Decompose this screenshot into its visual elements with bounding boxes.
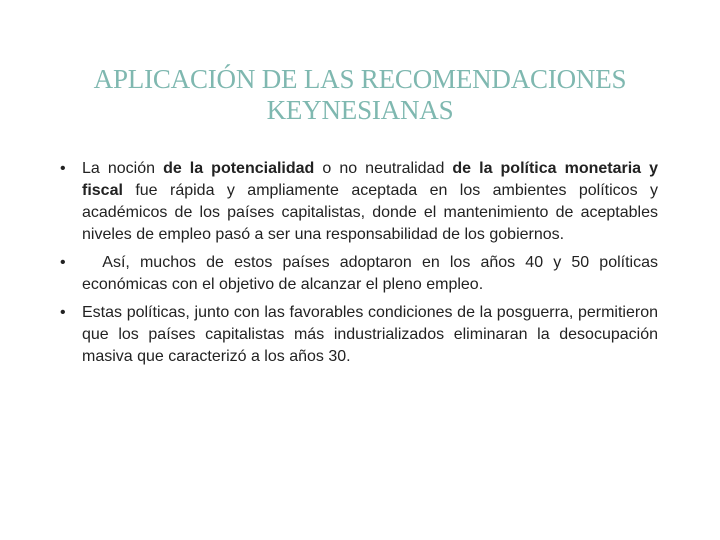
slide-title-line-2: KEYNESIANAS [266, 95, 454, 125]
bullet-item-2 [60, 252, 663, 296]
bullet-2-text: Así, muchos de estos países adoptaron en los años 40 y 50 políticas económicas con el objetivo de alcanzar el pleno empleo. [82, 254, 663, 293]
bullet-item-3 [60, 302, 658, 368]
bullet-list [60, 158, 663, 374]
bullet-dot-icon: • [60, 254, 66, 271]
bullet-dot-icon: • [60, 304, 66, 321]
bullet-dot-icon: • [60, 160, 66, 177]
bullet-1-bold-2: de la política monetaria y fiscal [82, 160, 659, 199]
slide-title [40, 64, 680, 126]
bullet-3-text: Estas políticas, junto con las favorables condiciones de la posguerra, permitieron que los países capitalistas más industrializados eliminaran la desocupación masiva que caracterizó a los años 30. [82, 304, 658, 365]
slide-title-line-1: APLICACIÓN DE LAS RECOMENDACIONES [93, 64, 627, 94]
bullet-1-text: La noción de la potencialidad o no neutralidad de la política monetaria y fiscal fue rápida y ampliamente aceptada en los ambientes políticos y académicos de los países capitalistas, donde el mantenimiento de aceptables niveles de empleo pasó a ser una responsabilidad de los gobiernos. [82, 160, 659, 243]
bullet-item-1 [60, 158, 658, 246]
bullet-1-bold-1: de la potencialidad [163, 160, 315, 177]
